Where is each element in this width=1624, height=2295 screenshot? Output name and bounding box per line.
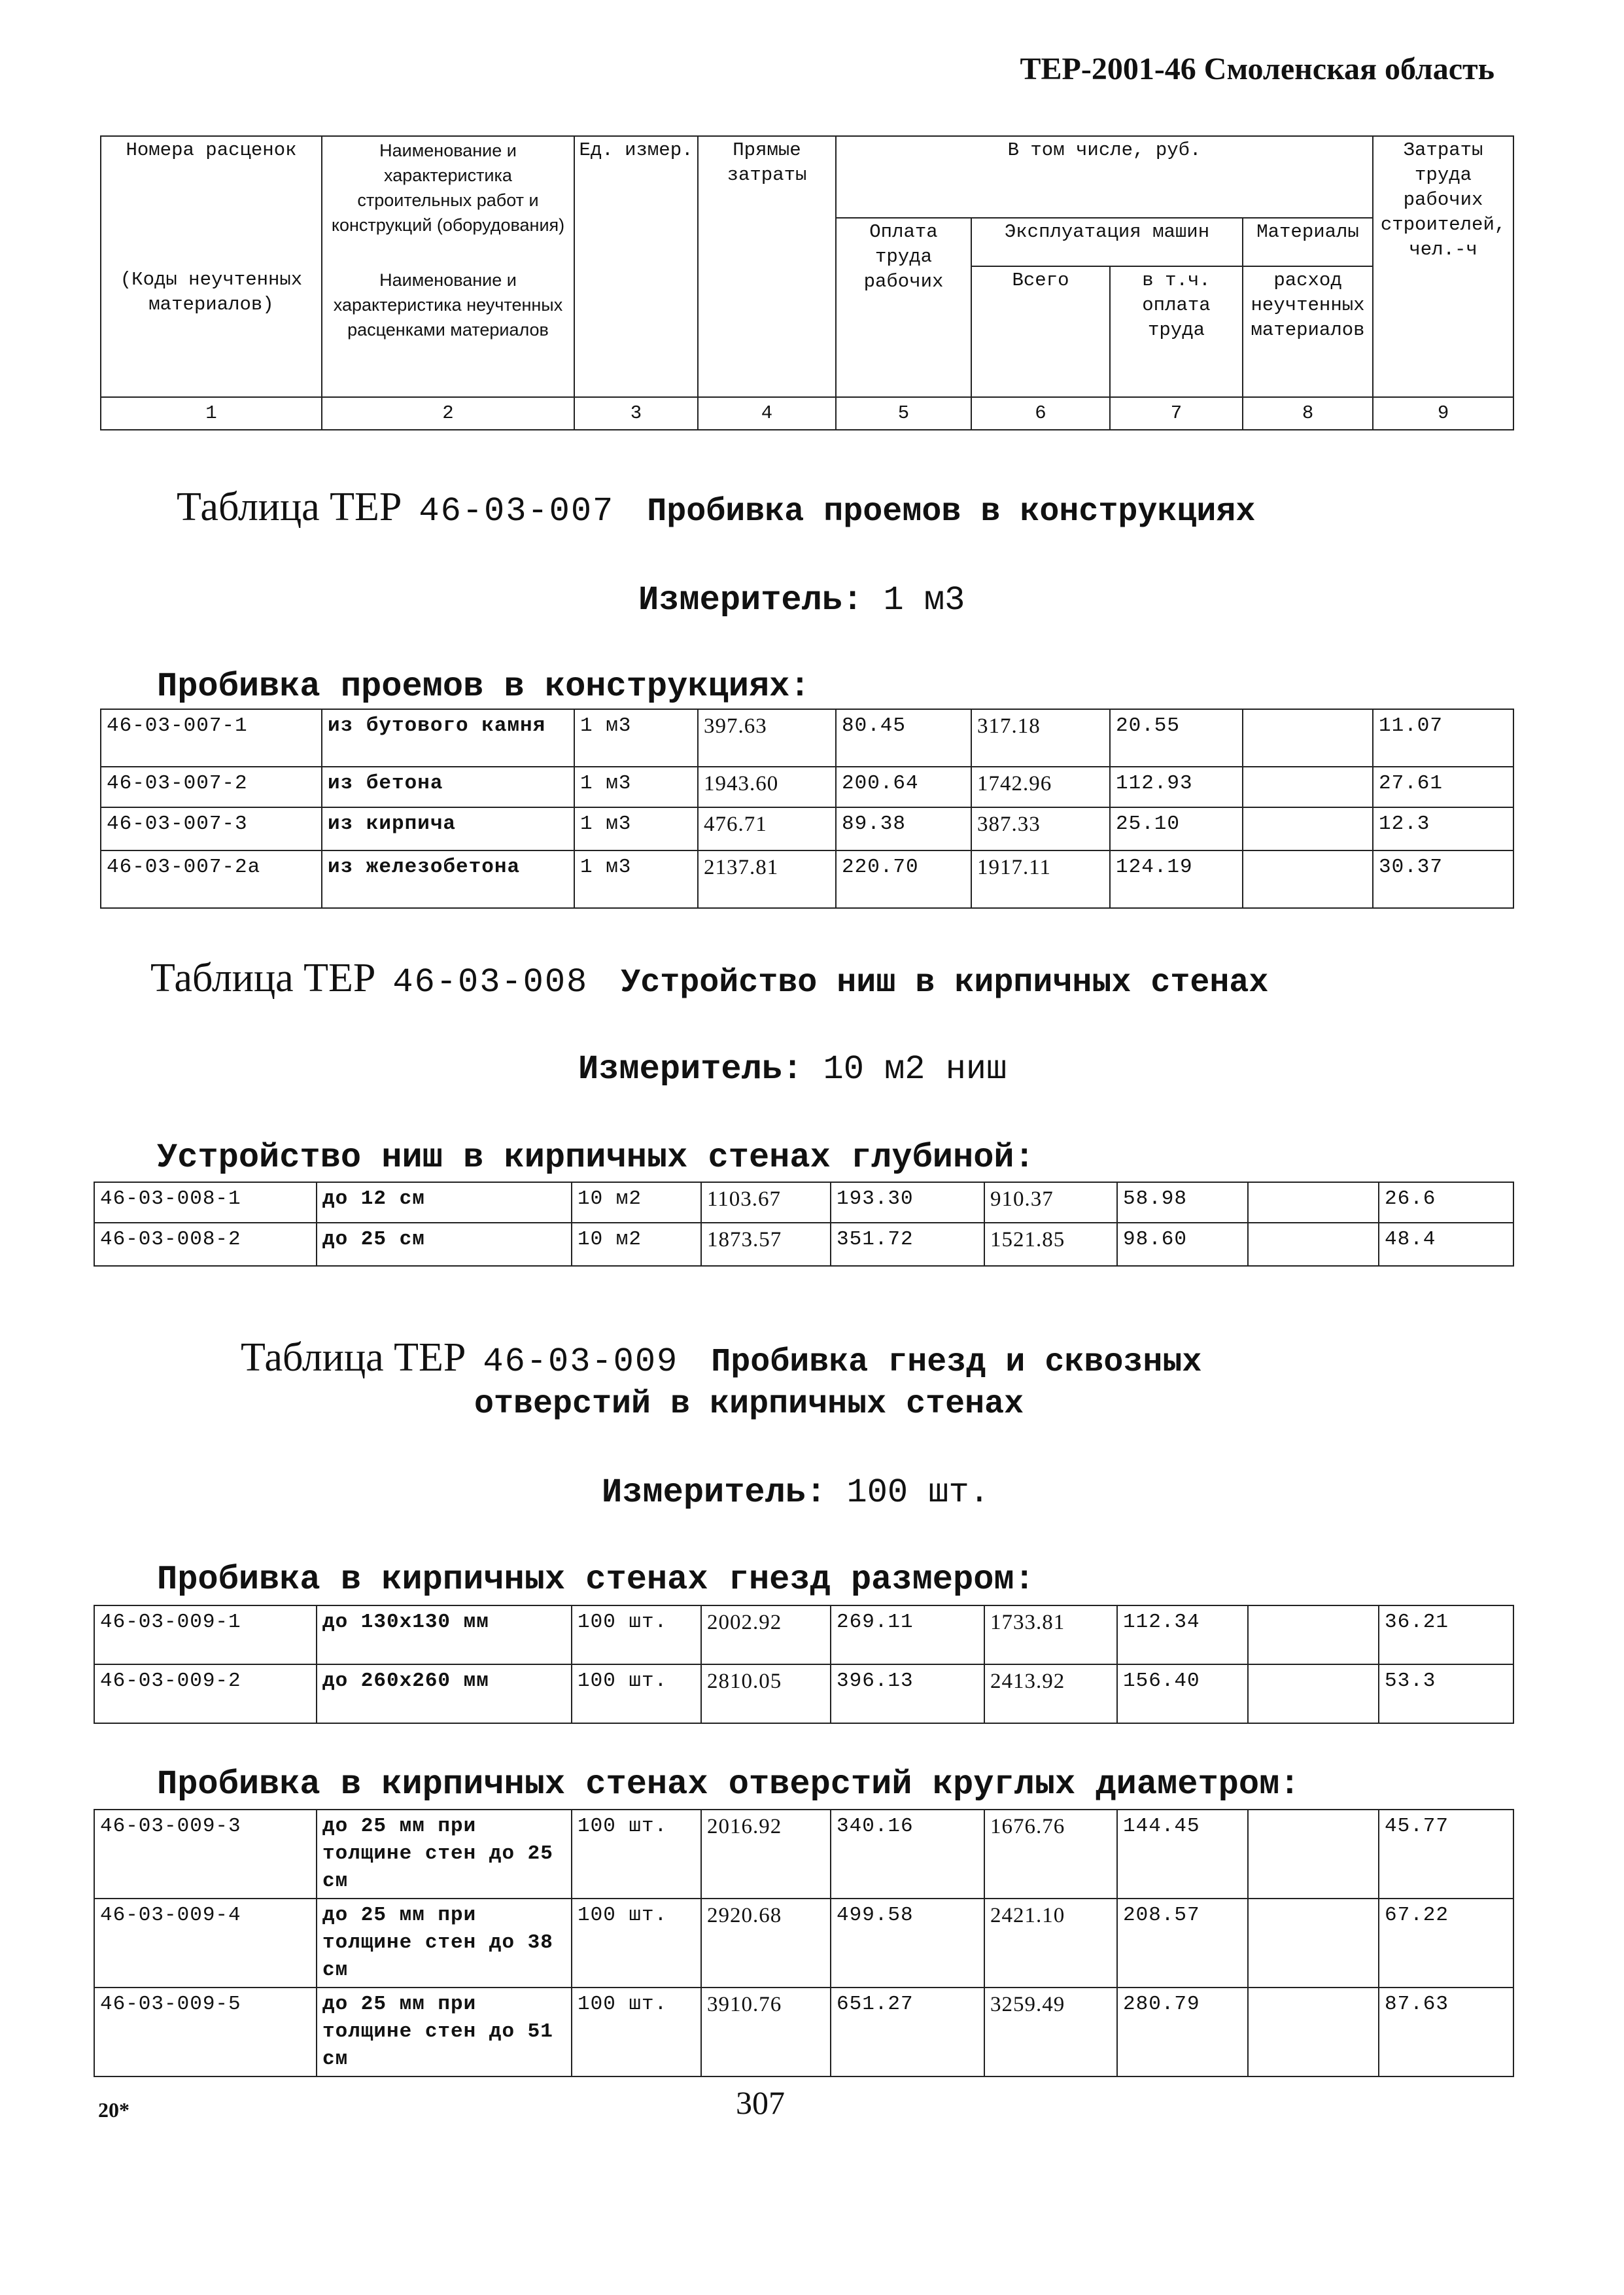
materials	[1243, 807, 1373, 850]
table-title-label: Таблица ТЕР	[177, 485, 402, 529]
header-c8-bottom: расход неучтенных материалов	[1243, 266, 1373, 397]
unit: 100 шт.	[572, 1810, 701, 1899]
direct-cost: 2137.81	[698, 850, 836, 908]
machine-wages: 208.57	[1117, 1899, 1248, 1988]
table-row	[101, 767, 1513, 807]
data-table	[94, 1809, 1514, 2077]
table-row	[101, 850, 1513, 908]
table-row	[101, 807, 1513, 850]
table-title-label: Таблица ТЕР	[241, 1335, 466, 1380]
header-number: 1	[101, 397, 322, 430]
unit: 1 м3	[574, 850, 698, 908]
table-row	[94, 1810, 1513, 1899]
wages: 193.30	[831, 1182, 984, 1223]
machines-total: 1521.85	[984, 1223, 1117, 1266]
rate-code: 46-03-009-1	[94, 1605, 317, 1664]
table-title-continued: отверстий в кирпичных стенах	[474, 1386, 1024, 1423]
materials	[1248, 1605, 1379, 1664]
materials	[1248, 1223, 1379, 1266]
rate-code: 46-03-008-1	[94, 1182, 317, 1223]
direct-cost: 1943.60	[698, 767, 836, 807]
wages: 499.58	[831, 1899, 984, 1988]
machines-total: 1733.81	[984, 1605, 1117, 1664]
header-c5: Оплата труда рабочих	[836, 218, 971, 397]
machines-total: 910.37	[984, 1182, 1117, 1223]
materials	[1248, 1182, 1379, 1223]
machine-wages: 280.79	[1117, 1988, 1248, 2076]
labor-cost: 26.6	[1379, 1182, 1513, 1223]
measure-unit	[602, 1473, 990, 1512]
work-name: до 25 мм при толщине стен до 51 см	[317, 1988, 572, 2076]
rate-code: 46-03-009-4	[94, 1899, 317, 1988]
labor-cost: 45.77	[1379, 1810, 1513, 1899]
table-title-code: 46-03-007	[419, 492, 615, 531]
rate-code: 46-03-007-2а	[101, 850, 322, 908]
direct-cost: 3910.76	[701, 1988, 831, 2076]
machines-total: 2413.92	[984, 1664, 1117, 1723]
table-title-name: Пробивка гнезд и сквозных	[711, 1344, 1202, 1381]
table-row	[94, 1605, 1513, 1664]
header-number: 9	[1373, 397, 1513, 430]
table-title	[177, 484, 1255, 531]
table-title-name: Пробивка проемов в конструкциях	[647, 493, 1256, 531]
labor-cost: 12.3	[1373, 807, 1513, 850]
unit: 10 м2	[572, 1223, 701, 1266]
section-title: Устройство ниш в кирпичных стенах глубиной:	[157, 1138, 1035, 1177]
table-row	[94, 1988, 1513, 2076]
document-title: ТЕР-2001-46 Смоленская область	[1020, 52, 1494, 86]
machine-wages: 156.40	[1117, 1664, 1248, 1723]
header-number: 2	[322, 397, 574, 430]
header-c2-top: Наименование и характеристика строительных работ и конструкций (оборудования)	[322, 136, 574, 266]
table-row	[94, 1182, 1513, 1223]
machines-total: 1676.76	[984, 1810, 1117, 1899]
unit: 1 м3	[574, 767, 698, 807]
work-name: до 25 мм при толщине стен до 25 см	[317, 1810, 572, 1899]
table-title-label: Таблица ТЕР	[150, 956, 376, 1000]
column-header-table	[100, 135, 1514, 430]
direct-cost: 2810.05	[701, 1664, 831, 1723]
direct-cost: 1103.67	[701, 1182, 831, 1223]
measure-value: 1 м3	[883, 581, 965, 620]
work-name: из кирпича	[322, 807, 574, 850]
header-number: 3	[574, 397, 698, 430]
materials	[1248, 1810, 1379, 1899]
labor-cost: 30.37	[1373, 850, 1513, 908]
materials	[1243, 767, 1373, 807]
header-number: 7	[1110, 397, 1243, 430]
table-title	[241, 1335, 1201, 1381]
header-c1-top: Номера расценок	[101, 136, 322, 266]
direct-cost: 476.71	[698, 807, 836, 850]
rate-code: 46-03-009-2	[94, 1664, 317, 1723]
header-number: 5	[836, 397, 971, 430]
machines-total: 317.18	[971, 709, 1110, 767]
rate-code: 46-03-008-2	[94, 1223, 317, 1266]
materials	[1248, 1664, 1379, 1723]
direct-cost: 397.63	[698, 709, 836, 767]
machines-total: 3259.49	[984, 1988, 1117, 2076]
wages: 351.72	[831, 1223, 984, 1266]
machine-wages: 124.19	[1110, 850, 1243, 908]
machine-wages: 58.98	[1117, 1182, 1248, 1223]
rate-code: 46-03-007-2	[101, 767, 322, 807]
machine-wages: 20.55	[1110, 709, 1243, 767]
work-name: до 260x260 мм	[317, 1664, 572, 1723]
labor-cost: 53.3	[1379, 1664, 1513, 1723]
header-number: 8	[1243, 397, 1373, 430]
machines-total: 1742.96	[971, 767, 1110, 807]
unit: 100 шт.	[572, 1899, 701, 1988]
labor-cost: 67.22	[1379, 1899, 1513, 1988]
footer-mark: 20*	[98, 2098, 130, 2122]
unit: 10 м2	[572, 1182, 701, 1223]
wages: 89.38	[836, 807, 971, 850]
work-name: до 12 см	[317, 1182, 572, 1223]
rate-code: 46-03-009-5	[94, 1988, 317, 2076]
header-c6: Всего	[971, 266, 1110, 397]
wages: 396.13	[831, 1664, 984, 1723]
work-name: до 25 мм при толщине стен до 38 см	[317, 1899, 572, 1988]
table-row	[94, 1664, 1513, 1723]
materials	[1243, 850, 1373, 908]
wages: 269.11	[831, 1605, 984, 1664]
section-title: Пробивка в кирпичных стенах отверстий круглых диаметром:	[157, 1765, 1300, 1804]
work-name: из железобетона	[322, 850, 574, 908]
rate-code: 46-03-007-1	[101, 709, 322, 767]
data-table	[100, 709, 1514, 909]
measure-unit	[638, 581, 965, 620]
table-row	[101, 709, 1513, 767]
table-row	[94, 1223, 1513, 1266]
work-name: из бетона	[322, 767, 574, 807]
work-name: до 130x130 мм	[317, 1605, 572, 1664]
machines-total: 1917.11	[971, 850, 1110, 908]
measure-label: Измеритель:	[602, 1473, 827, 1512]
labor-cost: 11.07	[1373, 709, 1513, 767]
rate-code: 46-03-009-3	[94, 1810, 317, 1899]
section-title: Пробивка в кирпичных стенах гнезд размером:	[157, 1560, 1035, 1599]
table-row	[94, 1899, 1513, 1988]
table-title-name: Устройство ниш в кирпичных стенах	[621, 964, 1269, 1002]
machines-total: 387.33	[971, 807, 1110, 850]
direct-cost: 2002.92	[701, 1605, 831, 1664]
machine-wages: 112.34	[1117, 1605, 1248, 1664]
measure-unit	[578, 1050, 1007, 1089]
unit: 100 шт.	[572, 1605, 701, 1664]
labor-cost: 87.63	[1379, 1988, 1513, 2076]
section-title: Пробивка проемов в конструкциях:	[157, 667, 810, 706]
labor-cost: 36.21	[1379, 1605, 1513, 1664]
header-c1-bottom: (Коды неучтенных материалов)	[101, 266, 322, 397]
wages: 220.70	[836, 850, 971, 908]
header-c67-group: Эксплуатация машин	[971, 218, 1243, 266]
table-title-code: 46-03-009	[483, 1342, 679, 1381]
wages: 200.64	[836, 767, 971, 807]
table-title-code: 46-03-008	[392, 963, 589, 1002]
machine-wages: 144.45	[1117, 1810, 1248, 1899]
materials	[1248, 1899, 1379, 1988]
header-c5-group: В том числе, руб.	[836, 136, 1373, 218]
header-c8-top: Материалы	[1243, 218, 1373, 266]
header-c2-bottom: Наименование и характеристика неучтенных расценками материалов	[322, 266, 574, 397]
unit: 1 м3	[574, 709, 698, 767]
direct-cost: 2016.92	[701, 1810, 831, 1899]
header-number: 4	[698, 397, 836, 430]
data-table	[94, 1605, 1514, 1724]
machines-total: 2421.10	[984, 1899, 1117, 1988]
machine-wages: 25.10	[1110, 807, 1243, 850]
materials	[1243, 709, 1373, 767]
unit: 100 шт.	[572, 1664, 701, 1723]
labor-cost: 27.61	[1373, 767, 1513, 807]
unit: 100 шт.	[572, 1988, 701, 2076]
materials	[1248, 1988, 1379, 2076]
rate-code: 46-03-007-3	[101, 807, 322, 850]
wages: 651.27	[831, 1988, 984, 2076]
direct-cost: 1873.57	[701, 1223, 831, 1266]
machine-wages: 112.93	[1110, 767, 1243, 807]
machine-wages: 98.60	[1117, 1223, 1248, 1266]
measure-value: 100 шт.	[846, 1473, 990, 1512]
wages: 340.16	[831, 1810, 984, 1899]
wages: 80.45	[836, 709, 971, 767]
page-number: 307	[736, 2084, 785, 2121]
table-title	[150, 955, 1268, 1002]
measure-value: 10 м2 ниш	[823, 1050, 1007, 1089]
header-c4: Прямые затраты	[698, 136, 836, 397]
work-name: до 25 см	[317, 1223, 572, 1266]
measure-label: Измеритель:	[578, 1050, 803, 1089]
direct-cost: 2920.68	[701, 1899, 831, 1988]
header-c9: Затраты труда рабочих строителей, чел.-ч	[1373, 136, 1513, 397]
labor-cost: 48.4	[1379, 1223, 1513, 1266]
unit: 1 м3	[574, 807, 698, 850]
measure-label: Измеритель:	[638, 581, 863, 620]
work-name: из бутового камня	[322, 709, 574, 767]
header-number: 6	[971, 397, 1110, 430]
header-c3: Ед. измер.	[574, 136, 698, 397]
header-c7: в т.ч. оплата труда	[1110, 266, 1243, 397]
data-table	[94, 1182, 1514, 1267]
